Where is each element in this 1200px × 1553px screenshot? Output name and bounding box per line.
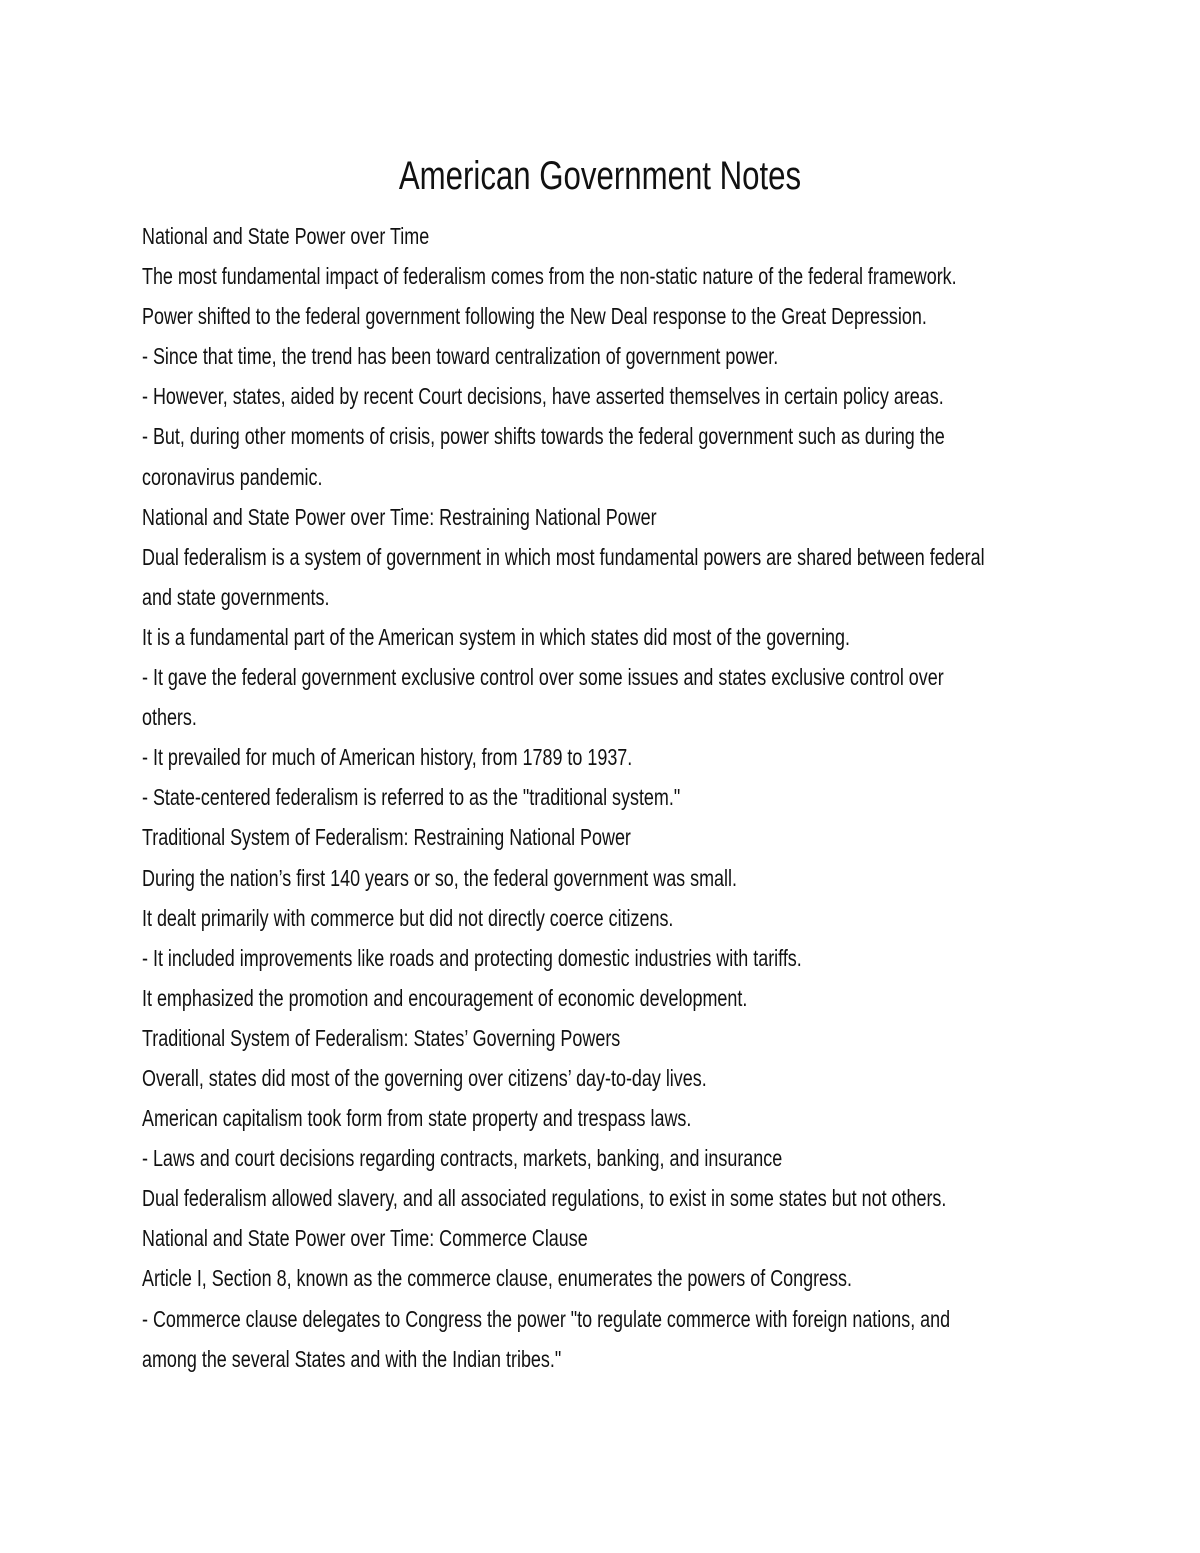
text-line: - Commerce clause delegates to Congress the power "to regulate commerce with foreign nations, and — [142, 1305, 951, 1332]
text-line: - Since that time, the trend has been toward centralization of government power. — [142, 343, 779, 370]
text-line: Overall, states did most of the governing over citizens’ day-to-day lives. — [142, 1064, 707, 1091]
text-line: It emphasized the promotion and encouragement of economic development. — [142, 984, 748, 1011]
text-line: During the nation’s first 140 years or so, the federal government was small. — [142, 864, 737, 891]
text-line: Article I, Section 8, known as the commerce clause, enumerates the powers of Congress. — [142, 1265, 852, 1292]
text-line: Traditional System of Federalism: States’ Governing Powers — [142, 1024, 621, 1051]
text-line: and state governments. — [142, 583, 330, 610]
text-line: National and State Power over Time — [142, 223, 430, 249]
text-line: American capitalism took form from state property and trespass laws. — [142, 1105, 692, 1132]
text-line: It is a fundamental part of the American system in which states did most of the governing. — [142, 623, 850, 650]
text-line: Dual federalism is a system of government in which most fundamental powers are shared between federal — [142, 543, 985, 570]
text-line: It dealt primarily with commerce but did not directly coerce citizens. — [142, 904, 674, 931]
text-line: - However, states, aided by recent Court decisions, have asserted themselves in certain policy areas. — [142, 383, 944, 410]
text-line: - Laws and court decisions regarding contracts, markets, banking, and insurance — [142, 1145, 783, 1172]
text-line: Dual federalism allowed slavery, and all associated regulations, to exist in some states but not others. — [142, 1185, 947, 1212]
text-line: coronavirus pandemic. — [142, 463, 323, 490]
text-line: - It prevailed for much of American history, from 1789 to 1937. — [142, 744, 633, 771]
text-line: National and State Power over Time: Restraining National Power — [142, 503, 657, 530]
text-line: The most fundamental impact of federalism comes from the non-static nature of the federal framework. — [142, 263, 957, 290]
text-line: Power shifted to the federal government following the New Deal response to the Great Depression. — [142, 303, 927, 330]
text-line: among the several States and with the Indian tribes." — [142, 1345, 562, 1372]
text-line: National and State Power over Time: Commerce Clause — [142, 1225, 588, 1252]
text-line: others. — [142, 704, 197, 731]
text-line: - But, during other moments of crisis, power shifts towards the federal government such as during the — [142, 423, 945, 450]
text-line: Traditional System of Federalism: Restraining National Power — [142, 824, 631, 851]
document-title: American Government Notes — [398, 154, 802, 198]
text-line: - It gave the federal government exclusive control over some issues and states exclusive control over — [142, 664, 944, 691]
document-body — [142, 216, 1031, 1379]
text-line: - State-centered federalism is referred to as the "traditional system." — [142, 784, 681, 811]
text-line: - It included improvements like roads and protecting domestic industries with tariffs. — [142, 944, 802, 971]
